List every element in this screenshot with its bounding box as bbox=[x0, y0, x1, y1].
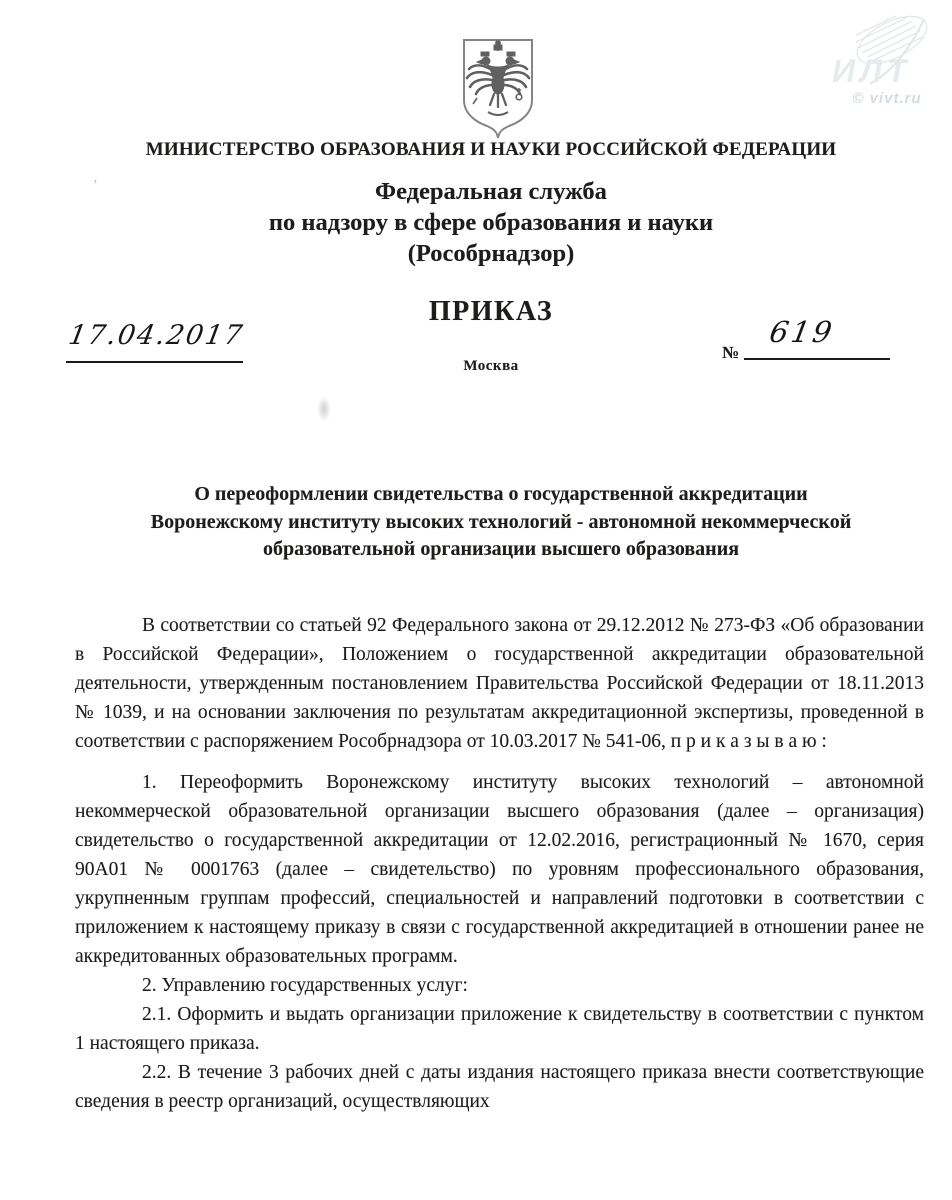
order-title-line-1: О переоформлении свидетельства о государственной аккредитации bbox=[194, 483, 808, 505]
number-underline bbox=[744, 317, 890, 360]
scan-speck: ’ bbox=[93, 178, 98, 193]
agency-line-1: Федеральная служба bbox=[375, 178, 607, 205]
russia-coat-of-arms-icon bbox=[452, 36, 544, 139]
agency-line-2: по надзору в сфере образования и науки bbox=[268, 209, 714, 236]
doc-type-heading: ПРИКАЗ bbox=[428, 296, 554, 327]
date-underline bbox=[66, 320, 247, 363]
order-title bbox=[68, 481, 934, 564]
order-body bbox=[75, 611, 924, 1116]
city-label: Москва bbox=[463, 358, 519, 374]
paragraph-item-2-1: 2.1. Оформить и выдать организации приложение к свидетельству в соответствии с пунктом 1 настоящего приказа. bbox=[75, 1004, 924, 1054]
order-title-line-2: Воронежскому институту высоких технологий - автономной некоммерческой bbox=[150, 510, 852, 533]
number-sign: № bbox=[722, 343, 740, 362]
paragraph-item-1: 1. Переоформить Воронежскому институту высоких технологий – автономной некоммерческой образовательной организации высшего образования (далее – организация) свидетельство о государственной аккредитации от 12.02.2016, регистрационный № 1670, серия 90А01 № 0001763 (далее – свидетельство) по уровням профессионального образования, укрупненным группам профессий, специальностей и направлений подготовки в соответствии с приложением к настоящему приказу в связи с государственной аккредитацией в отношении ранее не аккредитованных образовательных программ. bbox=[75, 772, 924, 967]
watermark-credit: © vivt.ru bbox=[852, 90, 922, 107]
watermark-logo-text: ИЛТ bbox=[832, 53, 912, 89]
paragraph-preamble: В соответствии со статьей 92 Федерального закона от 29.12.2012 № 273-ФЗ «Об образовании в Российской Федерации», Положением о государственной аккредитации образовательной деятельности, утвержденным постановлением Правительства Российской Федерации от 18.11.2013 № 1039, и на основании заключения по результатам аккредитационной экспертизы, проведенной в соответствии с распоряжением Рособрнадзора от 10.03.2017 № 541-06, п р и к а з ы в а ю : bbox=[75, 615, 924, 752]
number-handwritten: 619 bbox=[767, 315, 838, 349]
date-handwritten: 17.04.2017 bbox=[66, 320, 247, 351]
ministry-name: МИНИСТЕРСТВО ОБРАЗОВАНИЯ И НАУКИ РОССИЙСКОЙ ФЕДЕРАЦИИ bbox=[145, 139, 837, 160]
scan-smudge bbox=[317, 396, 331, 422]
order-title-line-3: образовательной организации высшего образования bbox=[262, 538, 740, 560]
paragraph-item-2: 2. Управлению государственных услуг: bbox=[142, 975, 468, 996]
paragraph-item-2-2: 2.2. В течение 3 рабочих дней с даты издания настоящего приказа внести соответствующие сведения в реестр организаций, осуществляющих bbox=[75, 1062, 924, 1112]
agency-line-3: (Рособрнадзор) bbox=[407, 240, 575, 267]
vivt-watermark bbox=[828, 12, 946, 116]
agency-name bbox=[0, 176, 952, 269]
vivt-logo-icon bbox=[828, 12, 946, 96]
